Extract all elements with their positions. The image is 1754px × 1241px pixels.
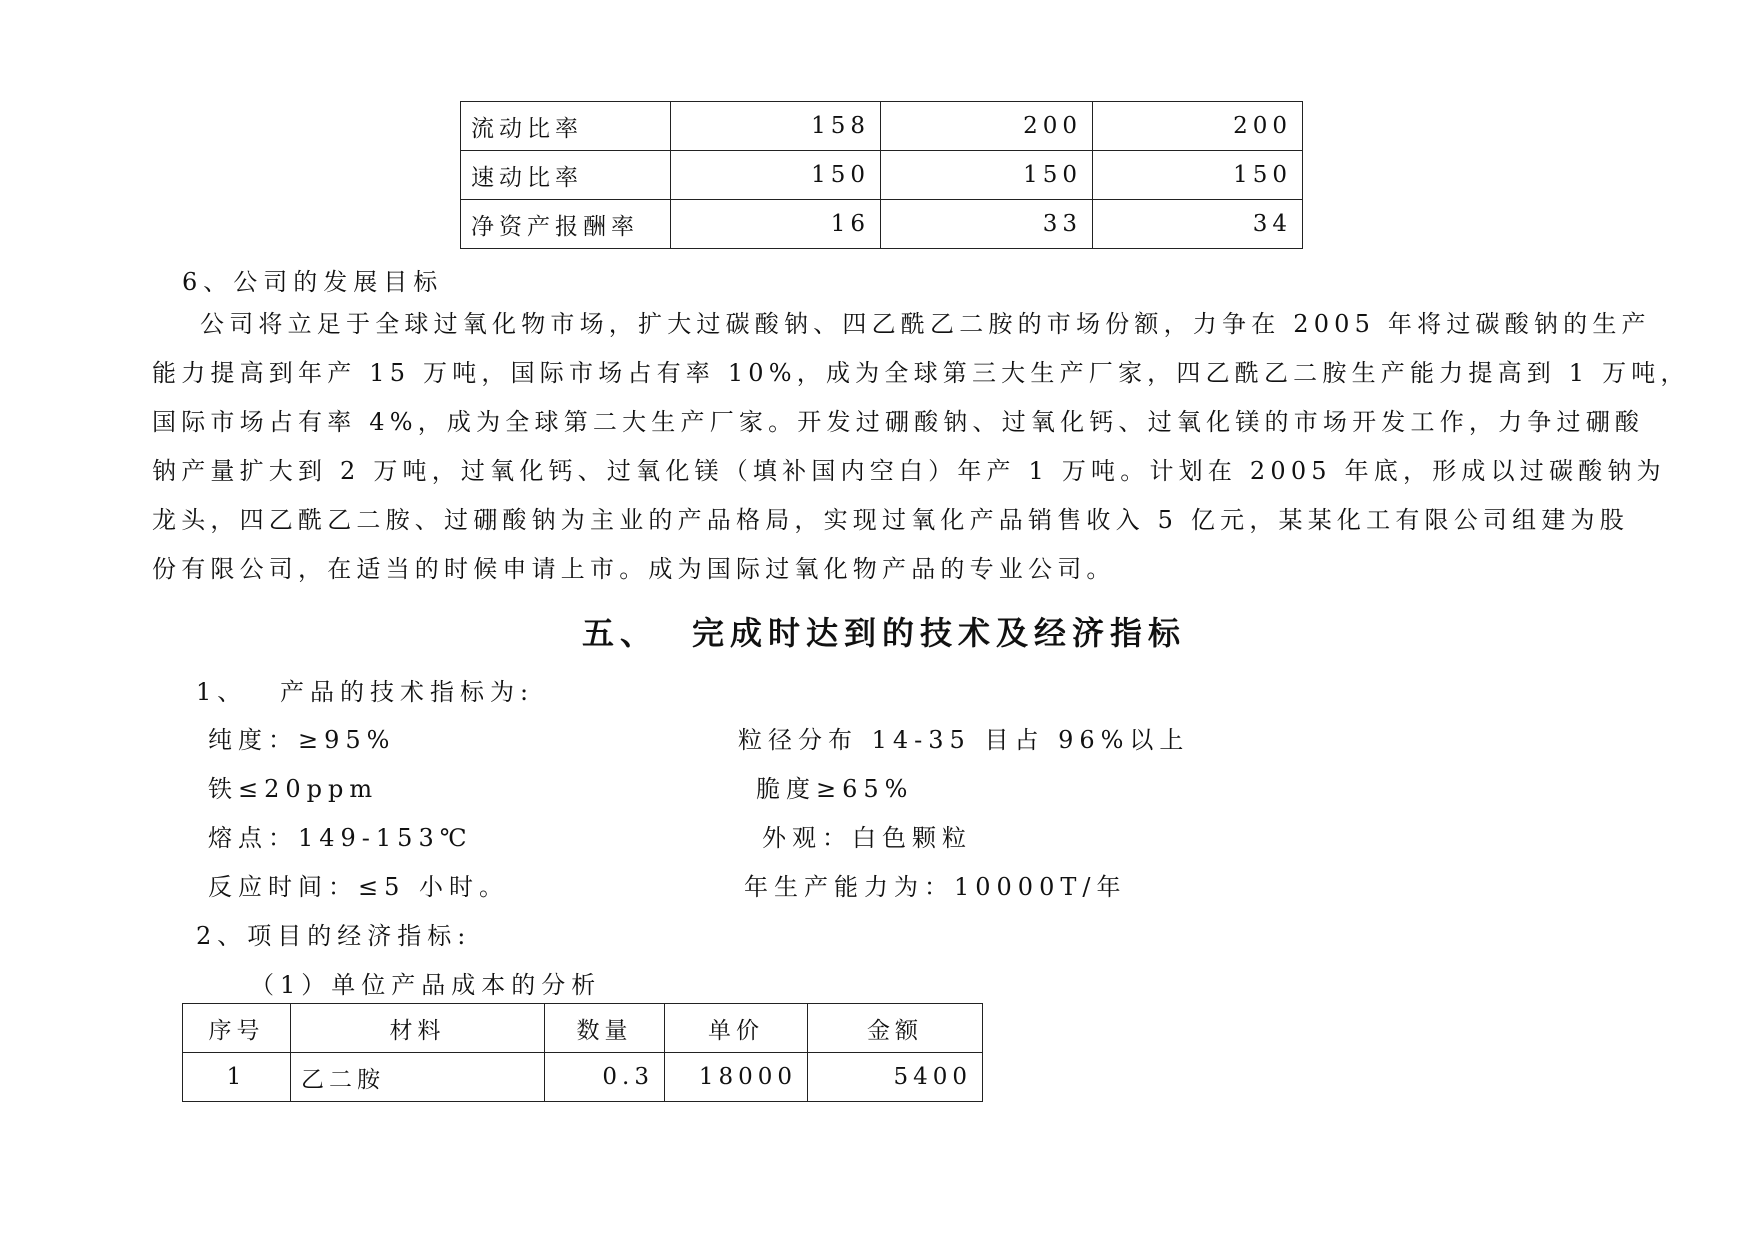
table-row [461, 200, 1303, 249]
section5-number: 五、 [582, 614, 659, 652]
paragraph-line: 钠产量扩大到 2 万吨，过氧化钙、过氧化镁（填补国内空白）年产 1 万吨。计划在 2005 年底，形成以过碳酸钠为 [152, 457, 1666, 485]
cost-table [182, 1003, 983, 1102]
cell-no: 1 [183, 1053, 291, 1102]
table-header-row [183, 1004, 983, 1053]
paragraph-line: 国际市场占有率 4%，成为全球第二大生产厂家。开发过硼酸钠、过氧化钙、过氧化镁的市场开发工作，力争过硼酸 [152, 408, 1645, 436]
section6-heading: 6、公司的发展目标 [182, 268, 444, 296]
cell-material: 乙二胺 [291, 1053, 545, 1102]
column-header: 单价 [665, 1004, 808, 1053]
section5-title: 完成时达到的技术及经济指标 [692, 614, 1187, 652]
cell-amount: 5400 [808, 1053, 983, 1102]
ratio-value: 33 [881, 200, 1093, 249]
paragraph-line: 份有限公司，在适当的时候申请上市。成为国际过氧化物产品的专业公司。 [152, 555, 1116, 583]
ratio-label: 净资产报酬率 [461, 200, 671, 249]
tech-spec-left: 铁≤20ppm [208, 775, 379, 803]
column-header: 金额 [808, 1004, 983, 1053]
column-header: 序号 [183, 1004, 291, 1053]
cell-price: 18000 [665, 1053, 808, 1102]
table-row [183, 1053, 983, 1102]
table-row [461, 151, 1303, 200]
cell-qty: 0.3 [545, 1053, 665, 1102]
tech-spec-right: 粒径分布 14-35 目占 96%以上 [738, 726, 1190, 754]
tech-spec-right: 年生产能力为：10000T/年 [744, 873, 1127, 901]
econ-heading: 2、项目的经济指标: [196, 922, 472, 950]
tech-spec-right: 脆度≥65% [756, 775, 914, 803]
table-row [461, 102, 1303, 151]
ratio-value: 150 [671, 151, 881, 200]
tech-heading-number: 1、 [196, 678, 248, 706]
ratio-value: 200 [881, 102, 1093, 151]
ratio-value: 34 [1093, 200, 1303, 249]
ratio-table [460, 101, 1303, 249]
ratio-label: 速动比率 [461, 151, 671, 200]
ratio-value: 200 [1093, 102, 1303, 151]
section6-paragraph [152, 300, 1690, 594]
paragraph-line: 龙头，四乙酰乙二胺、过硼酸钠为主业的产品格局，实现过氧化产品销售收入 5 亿元，某某化工有限公司组建为股 [152, 506, 1629, 534]
econ-sub-heading: （1）单位产品成本的分析 [250, 971, 602, 999]
tech-spec-left: 熔点：149-153℃ [208, 824, 473, 852]
paragraph-line: 能力提高到年产 15 万吨，国际市场占有率 10%，成为全球第三大生产厂家，四乙酰乙二胺生产能力提高到 1 万吨， [152, 359, 1690, 387]
tech-spec-left: 纯度：≥95% [208, 726, 396, 754]
tech-heading-text: 产品的技术指标为: [280, 678, 535, 706]
column-header: 材料 [291, 1004, 545, 1053]
ratio-value: 158 [671, 102, 881, 151]
tech-spec-left: 反应时间：≤5 小时。 [208, 873, 510, 901]
ratio-value: 16 [671, 200, 881, 249]
tech-spec-right: 外观：白色颗粒 [762, 824, 972, 852]
ratio-label: 流动比率 [461, 102, 671, 151]
paragraph-line: 公司将立足于全球过氧化物市场，扩大过碳酸钠、四乙酰乙二胺的市场份额，力争在 2005 年将过碳酸钠的生产 [200, 310, 1651, 338]
ratio-value: 150 [1093, 151, 1303, 200]
ratio-value: 150 [881, 151, 1093, 200]
column-header: 数量 [545, 1004, 665, 1053]
